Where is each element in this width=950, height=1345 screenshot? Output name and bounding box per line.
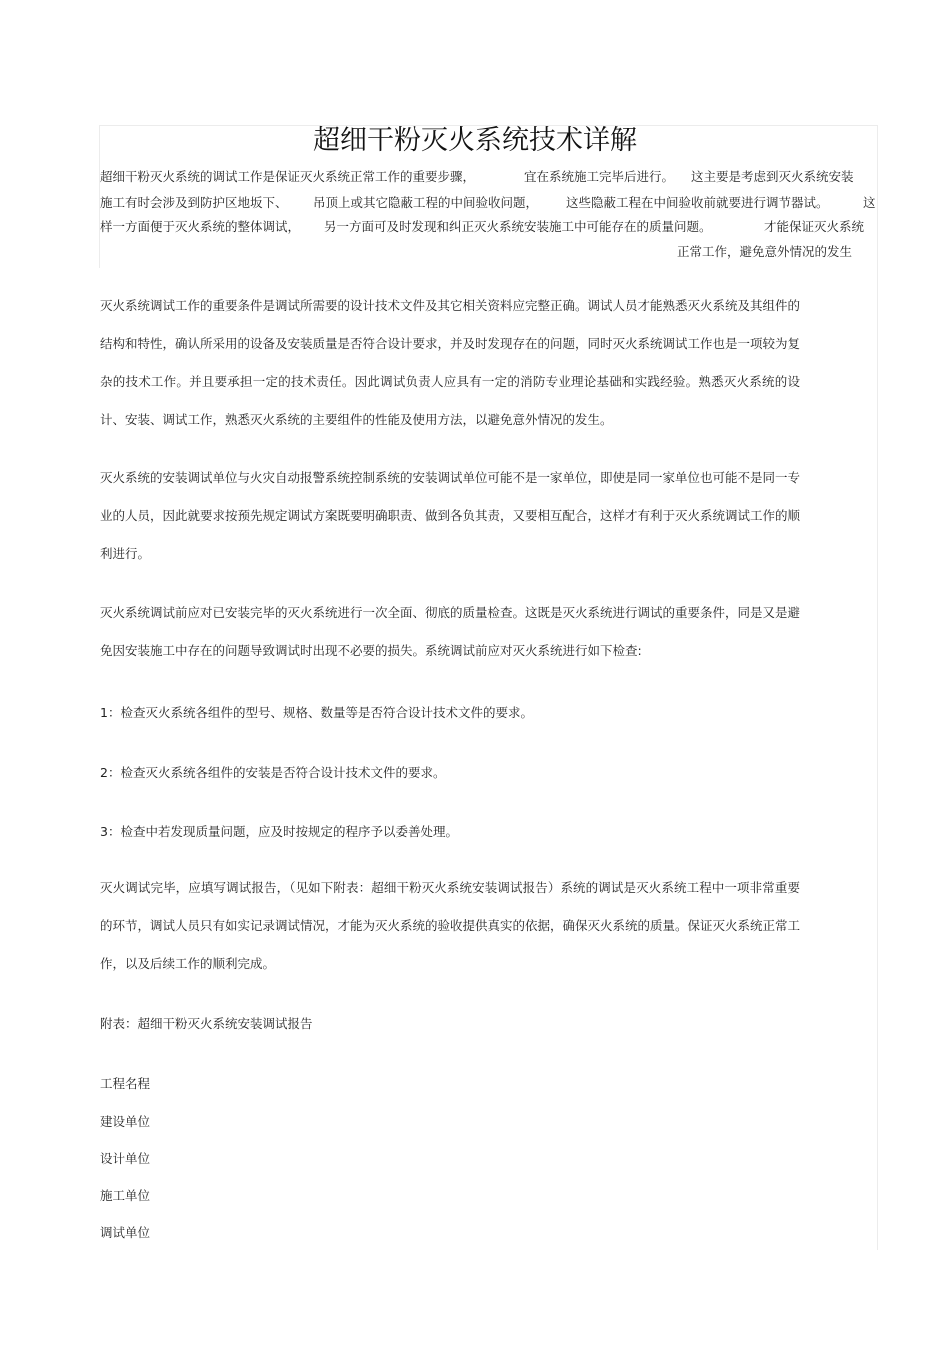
- paragraph-debug-conditions: 灭火系统调试工作的重要条件是调试所需要的设计技术文件及其它相关资料应完整正确。调试人员才能熟悉灭火系统及其组件的结构和特性，确认所采用的设备及安装质量是否符合设计要求，并及时发现存在的问题，同时灭火系统调试工作也是一项较为复杂的技术工作。并且要承担一定的技术责任。因此调试负责人应具有一定的消防专业理论基础和实践经验。熟悉灭火系统的设计、安装、调试工作，熟悉灭火系统的主要组件的性能及使用方法，以避免意外情况的发生。: [100, 298, 801, 427]
- intro-line2-part1: 施工有时会涉及到防护区地坂下、: [100, 195, 288, 210]
- intro-line1-part3: 这主要是考虑到灭火系统安装: [691, 169, 854, 184]
- field-project-name: 工程名程: [100, 1076, 151, 1091]
- intro-line3-part2: 另一方面可及时发现和纠正灭火系统安装施工中可能存在的质量问题。: [324, 219, 712, 234]
- field-builder-unit: 施工单位: [100, 1188, 151, 1203]
- appendix-title: 附表：超细干粉灭火系统安装调试报告: [100, 1016, 313, 1031]
- intro-line1-part1: 超细干粉灭火系统的调试工作是保证灭火系统正常工作的重要步骤，: [100, 169, 476, 184]
- field-construction-unit: 建设单位: [100, 1114, 151, 1129]
- page-frame-right: [877, 125, 878, 1250]
- field-design-unit: 设计单位: [100, 1151, 151, 1166]
- intro-line2-part4: 这: [863, 195, 876, 210]
- document-title: 超细干粉灭火系统技术详解: [313, 125, 637, 156]
- intro-line2-part2: 吊顶上或其它隐蔽工程的中间验收问题，: [313, 195, 539, 210]
- intro-line2-part3: 这些隐蔽工程在中间验收前就要进行调节器试。: [566, 195, 829, 210]
- paragraph-report: 灭火调试完毕，应填写调试报告，（见如下附表：超细干粉灭火系统安装调试报告）系统的调试是灭火系统工程中一项非常重要的环节，调试人员只有如实记录调试情况，才能为灭火系统的验收提供真实的依据，确保灭火系统的质量。保证灭火系统正常工作，以及后续工作的顺利完成。: [100, 880, 801, 971]
- field-commissioning-unit: 调试单位: [100, 1225, 151, 1240]
- checklist-item-3: 3：检查中若发现质量问题，应及时按规定的程序予以委善处理。: [100, 824, 458, 839]
- intro-line1-part2: 宜在系统施工完毕后进行。: [524, 169, 675, 184]
- checklist-item-1: 1：检查灭火系统各组件的型号、规格、数量等是否符合设计技术文件的要求。: [100, 705, 533, 720]
- paragraph-installation-units: 灭火系统的安装调试单位与火灾自动报警系统控制系统的安装调试单位可能不是一家单位，即使是同一家单位也可能不是同一专业的人员，因此就要求按预先规定调试方案既要明确职责、做到各负其责，又要相互配合，这样才有利于灭火系统调试工作的顺利进行。: [100, 470, 801, 561]
- intro-line4: 正常工作，避免意外情况的发生: [677, 244, 853, 259]
- checklist-item-2: 2：检查灭火系统各组件的安装是否符合设计技术文件的要求。: [100, 765, 446, 780]
- paragraph-quality-check: 灭火系统调试前应对已安装完毕的灭火系统进行一次全面、彻底的质量检查。这既是灭火系统进行调试的重要条件，同是又是避免因安装施工中存在的问题导致调试时出现不必要的损失。系统调试前应对灭火系统进行如下检查:: [100, 605, 801, 658]
- intro-line3-part1: 样一方面便于灭火系统的整体调试，: [100, 219, 301, 234]
- intro-line3-part3: 才能保证灭火系统: [764, 219, 865, 234]
